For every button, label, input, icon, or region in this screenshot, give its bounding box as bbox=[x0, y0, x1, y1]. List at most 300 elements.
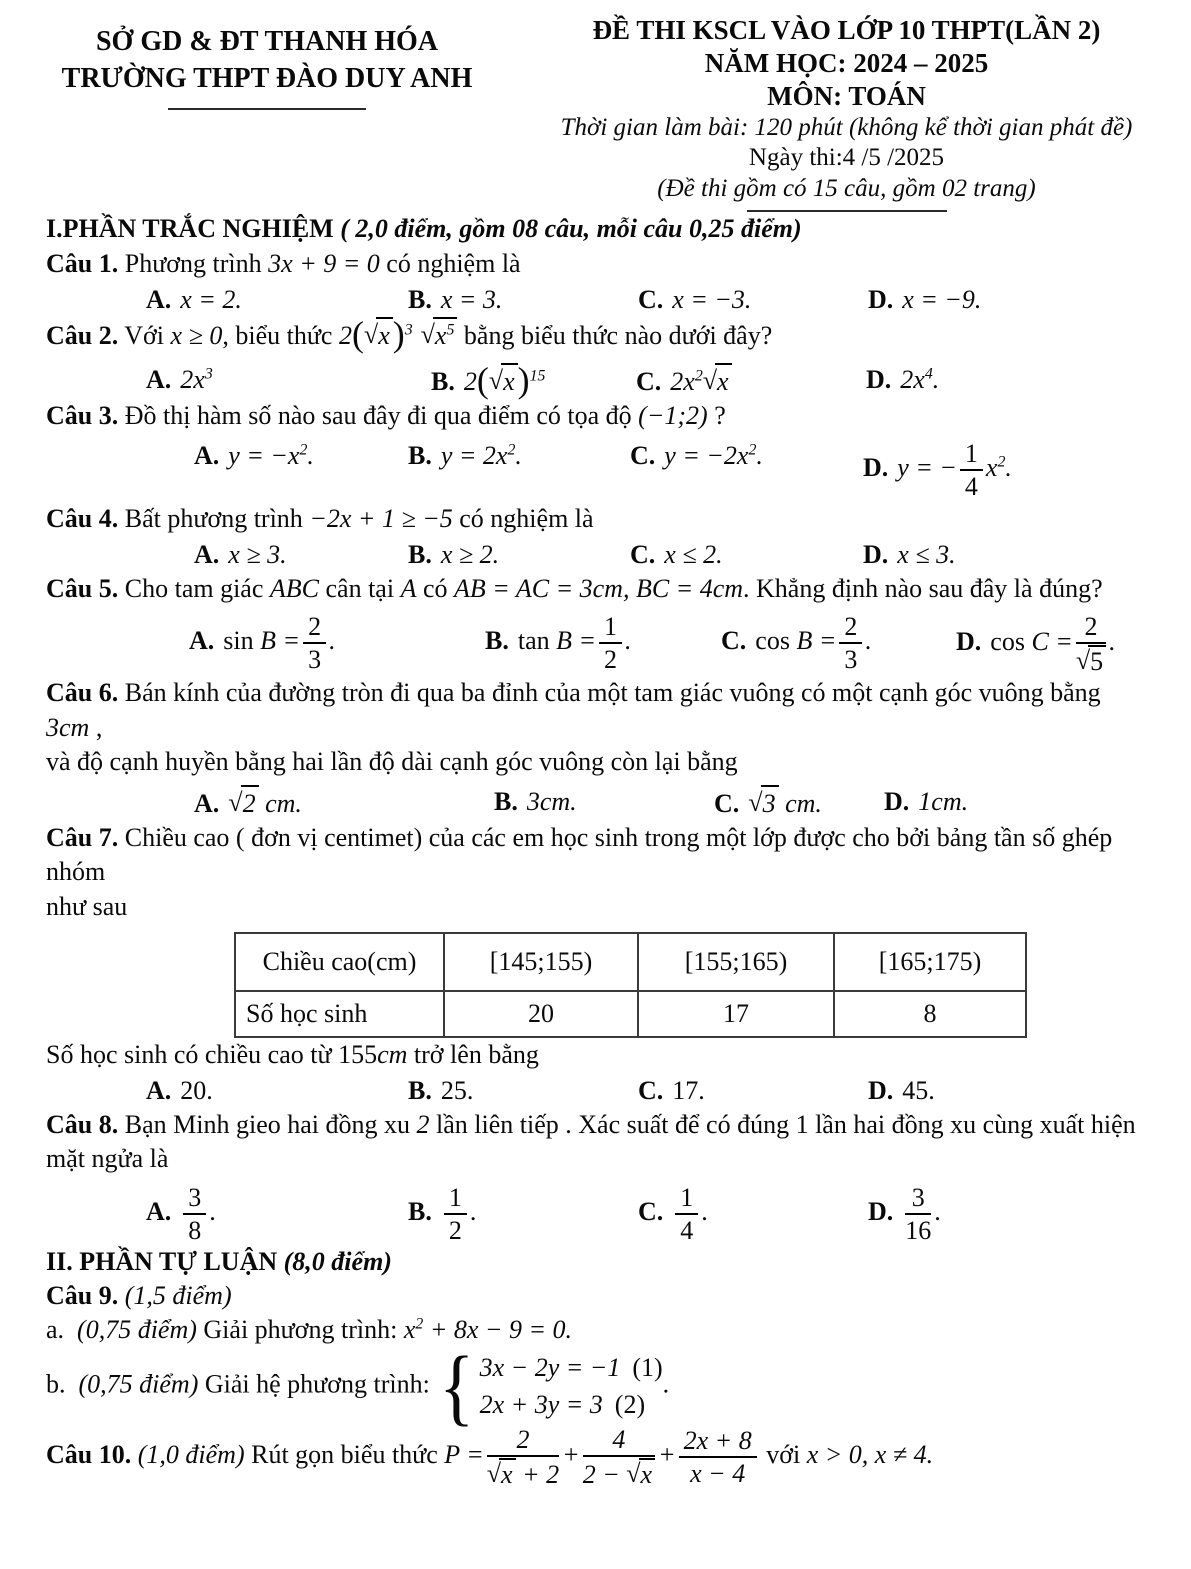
q6-text2: , bbox=[89, 712, 103, 742]
exponent: 2 bbox=[748, 441, 757, 459]
denominator: 4 bbox=[680, 1215, 694, 1245]
eq2-math: 2x + 3y = 3 bbox=[479, 1390, 603, 1420]
sqrt-x5 bbox=[421, 317, 458, 353]
table-value-1: 20 bbox=[444, 991, 638, 1037]
q1-text2: có nghiệm là bbox=[386, 248, 521, 278]
table-header-row bbox=[235, 933, 1026, 991]
q1-a-math: x = 2. bbox=[180, 284, 242, 314]
q7-text3a: Số học sinh có chiều cao từ 155 bbox=[46, 1039, 378, 1069]
option-letter-d: D. bbox=[868, 1076, 894, 1106]
variable: B = bbox=[260, 626, 301, 656]
sqrt-2 bbox=[228, 785, 258, 821]
q8-option-c bbox=[638, 1183, 868, 1245]
denominator: 2 bbox=[604, 645, 618, 675]
q6-a-math bbox=[228, 789, 302, 818]
denominator: 3 bbox=[844, 645, 858, 675]
q2-text2: , biểu thức bbox=[222, 320, 333, 350]
q5-math1: ABC bbox=[269, 573, 319, 603]
option-letter-c: C. bbox=[636, 367, 662, 397]
q5-math2: A bbox=[400, 573, 417, 603]
table-value-3: 8 bbox=[834, 991, 1026, 1037]
q5-label: Câu 5. bbox=[46, 573, 119, 603]
radical-icon: √ bbox=[626, 1459, 641, 1489]
q5-text4: . Khẳng định nào sau đây là đúng? bbox=[743, 573, 1103, 603]
q6-option-c bbox=[714, 785, 884, 821]
q3-math1: (−1;2) bbox=[638, 401, 708, 431]
q5-a-math bbox=[223, 612, 336, 675]
q5-math3: AB = AC = 3cm, BC = 4cm bbox=[454, 573, 744, 603]
period: . bbox=[756, 441, 763, 471]
q6-b-math: 3cm. bbox=[526, 787, 577, 817]
q3-option-a bbox=[194, 439, 408, 501]
option-letter-a: A. bbox=[194, 789, 220, 819]
radicand: 2 bbox=[241, 785, 259, 821]
radicand: x bbox=[501, 363, 518, 399]
denominator bbox=[583, 1457, 655, 1489]
q3-label: Câu 3. bbox=[46, 401, 119, 431]
section1-title-note: ( 2,0 điểm, gồm 08 câu, mỗi câu 0,25 điểm) bbox=[340, 214, 802, 244]
radical-icon: √ bbox=[702, 366, 718, 396]
unit: cm. bbox=[785, 789, 822, 819]
fraction bbox=[905, 1183, 931, 1245]
q9a-points-note: (0,75 điểm) bbox=[77, 1315, 197, 1345]
exponent: 15 bbox=[529, 367, 546, 385]
org-underline bbox=[168, 108, 366, 110]
numerator: 2 bbox=[839, 612, 862, 644]
q4-c-math: x ≤ 2. bbox=[664, 539, 723, 569]
q7-frequency-table bbox=[234, 932, 1027, 1038]
q3-option-d bbox=[863, 439, 1145, 501]
trig-fn: sin bbox=[223, 626, 254, 656]
q2-d-math bbox=[900, 365, 939, 394]
q5-options bbox=[189, 612, 1145, 676]
option-letter-a: A. bbox=[194, 539, 220, 569]
rest: + 8x − 9 = 0. bbox=[423, 1315, 573, 1345]
option-letter-b: B. bbox=[408, 284, 432, 314]
q7-text2: như sau bbox=[46, 891, 128, 921]
lhs: P = bbox=[444, 1440, 484, 1470]
period: . bbox=[329, 626, 336, 656]
exponent: 2 bbox=[507, 441, 516, 459]
section1-title bbox=[46, 212, 1145, 246]
q6-text1: Bán kính của đường tròn đi qua ba đỉnh của một tam giác vuông có một cạnh góc vuông bằng bbox=[124, 678, 1101, 708]
denominator bbox=[487, 1457, 559, 1489]
radical-icon: √ bbox=[228, 788, 243, 818]
fraction bbox=[303, 612, 326, 674]
q6-math1: 3cm bbox=[46, 712, 90, 742]
fraction bbox=[599, 612, 622, 674]
fraction-1 bbox=[487, 1425, 559, 1489]
period: . bbox=[701, 1196, 708, 1226]
q3-text1: Đồ thị hàm số nào sau đây đi qua điểm có tọa độ bbox=[124, 401, 632, 431]
q9a-math bbox=[404, 1315, 572, 1344]
q7-b-value: 25. bbox=[440, 1076, 474, 1106]
exponent: 2 bbox=[299, 441, 308, 459]
q6-option-d bbox=[884, 785, 1145, 821]
q9a-text: Giải phương trình: bbox=[203, 1315, 398, 1345]
q4-statement bbox=[46, 502, 1145, 536]
radical-icon: √ bbox=[420, 319, 435, 349]
exam-date: Ngày thi:4 /5 /2025 bbox=[748, 144, 945, 172]
radicand bbox=[433, 317, 457, 353]
q5-text1: Cho tam giác bbox=[124, 573, 264, 603]
fraction bbox=[1076, 612, 1106, 676]
q2-statement bbox=[46, 313, 1145, 354]
q3-c-math bbox=[664, 441, 763, 470]
q7-subquestion bbox=[46, 1038, 1145, 1072]
option-letter-d: D. bbox=[884, 787, 910, 817]
q7-options bbox=[146, 1074, 1145, 1108]
option-letter-b: B. bbox=[431, 367, 455, 397]
q8-option-b bbox=[408, 1183, 638, 1245]
q7-text3-unit: cm bbox=[377, 1039, 408, 1069]
numerator: 1 bbox=[960, 439, 983, 471]
q8-options bbox=[146, 1183, 1145, 1245]
option-letter-c: C. bbox=[638, 1196, 664, 1226]
q6-label: Câu 6. bbox=[46, 678, 119, 708]
q1-label: Câu 1. bbox=[46, 248, 119, 278]
option-letter-b: B. bbox=[408, 1076, 432, 1106]
q8-label: Câu 8. bbox=[46, 1110, 119, 1140]
radicand: x bbox=[639, 1458, 656, 1489]
org-line2: TRƯỜNG THPT ĐÀO DUY ANH bbox=[61, 62, 473, 94]
q4-b-math: x ≥ 2. bbox=[440, 539, 500, 569]
q7-text3b: trở lên bằng bbox=[413, 1039, 539, 1069]
option-letter-a: A. bbox=[189, 626, 215, 656]
fraction bbox=[675, 1183, 698, 1245]
q8-option-d bbox=[868, 1183, 1145, 1245]
radicand: x bbox=[376, 317, 393, 353]
q10-statement bbox=[46, 1425, 1145, 1489]
q7-option-b bbox=[408, 1074, 638, 1108]
q4-a-math: x ≥ 3. bbox=[228, 539, 287, 569]
rest: + 2 bbox=[515, 1460, 560, 1490]
q2-lparen: ( bbox=[351, 313, 364, 354]
equation-2 bbox=[480, 1386, 663, 1424]
radicand: x bbox=[715, 363, 732, 399]
period: . bbox=[1005, 453, 1012, 483]
denominator: 16 bbox=[905, 1215, 932, 1245]
q6-c-math bbox=[748, 789, 822, 818]
q5-statement bbox=[46, 572, 1145, 606]
period: . bbox=[307, 441, 314, 471]
q2-options bbox=[146, 360, 1145, 401]
base: 2x bbox=[900, 365, 925, 395]
sqrt-x bbox=[489, 363, 518, 399]
variable: B = bbox=[796, 626, 837, 656]
q9a-statement bbox=[46, 1313, 1145, 1347]
table-col3-header: [165;175) bbox=[834, 933, 1026, 991]
exam-header bbox=[46, 14, 1145, 212]
numerator: 1 bbox=[444, 1183, 467, 1215]
trig-fn: tan bbox=[517, 626, 550, 656]
q2-expression bbox=[338, 313, 457, 354]
q2-option-c bbox=[636, 363, 866, 399]
section2-title bbox=[46, 1245, 1145, 1279]
base: y = 2x bbox=[440, 441, 508, 471]
q9b-points-note: (0,75 điểm) bbox=[78, 1369, 199, 1399]
variable: B = bbox=[556, 626, 597, 656]
q4-text2: có nghiệm là bbox=[459, 503, 594, 533]
q10-label: Câu 10. bbox=[46, 1440, 132, 1470]
radical-icon: √ bbox=[363, 319, 379, 349]
option-letter-b: B. bbox=[408, 441, 432, 471]
numerator: 2 bbox=[303, 612, 326, 644]
base: 2x bbox=[670, 367, 695, 397]
numerator: 2 bbox=[487, 1425, 559, 1457]
option-letter-c: C. bbox=[638, 284, 664, 314]
q1-options bbox=[146, 283, 1145, 317]
table-row-label: Số học sinh bbox=[235, 991, 444, 1037]
sqrt-x bbox=[364, 317, 393, 353]
numerator: 1 bbox=[599, 612, 622, 644]
q1-math1: 3x + 9 = 0 bbox=[268, 248, 380, 278]
numerator: 2x + 8 bbox=[679, 1426, 757, 1458]
org-line1: SỞ GD & ĐT THANH HÓA bbox=[95, 26, 438, 57]
q7-c-value: 17. bbox=[672, 1076, 705, 1106]
q1-option-d bbox=[868, 283, 1145, 317]
equation-1 bbox=[480, 1349, 663, 1387]
option-letter-c: C. bbox=[721, 626, 747, 656]
equation-system bbox=[436, 1337, 663, 1434]
q10-math2: x > 0, x ≠ 4. bbox=[806, 1440, 934, 1470]
q5-text2: cân tại bbox=[325, 573, 395, 603]
option-letter-a: A. bbox=[194, 441, 220, 471]
q7-statement bbox=[46, 821, 1145, 924]
lparen: ( bbox=[476, 360, 489, 401]
q8-option-a bbox=[146, 1183, 408, 1245]
q9-heading bbox=[46, 1279, 1145, 1313]
q5-d-math bbox=[990, 612, 1116, 677]
section1-title-main: I.PHẦN TRẮC NGHIỆM bbox=[46, 214, 334, 244]
trig-fn: cos bbox=[990, 627, 1025, 657]
q3-b-math bbox=[441, 441, 522, 470]
q8-text1: Bạn Minh gieo hai đồng xu bbox=[124, 1110, 411, 1140]
pages-note: (Đề thi gồm có 15 câu, gồm 02 trang) bbox=[657, 174, 1036, 202]
q4-option-c bbox=[630, 538, 863, 572]
fraction bbox=[444, 1183, 467, 1245]
q2-a-math bbox=[180, 365, 212, 394]
option-letter-d: D. bbox=[868, 284, 894, 314]
q8-math1: 2 bbox=[416, 1110, 430, 1140]
subject: MÔN: TOÁN bbox=[767, 80, 926, 111]
sqrt-3 bbox=[748, 785, 778, 821]
exam-info-block bbox=[488, 14, 1145, 212]
period: . bbox=[469, 1196, 477, 1226]
q4-d-math: x ≤ 3. bbox=[897, 539, 956, 569]
option-letter-b: B. bbox=[408, 1196, 432, 1226]
numerator: 4 bbox=[583, 1425, 655, 1457]
q6-statement bbox=[46, 676, 1145, 779]
q1-statement bbox=[46, 247, 1145, 281]
option-letter-c: C. bbox=[638, 1076, 664, 1106]
option-letter-b: B. bbox=[485, 626, 509, 656]
q2-exponent1: 3 bbox=[404, 321, 413, 339]
q4-math1: −2x + 1 ≥ −5 bbox=[309, 503, 453, 533]
radicand: x bbox=[499, 1458, 516, 1489]
denominator: 4 bbox=[964, 472, 978, 502]
section2-title-note: (8,0 điểm) bbox=[283, 1246, 392, 1276]
unit: cm. bbox=[265, 789, 302, 819]
q7-text1: Chiều cao ( đơn vị centimet) của các em học sinh trong một lớp được cho bởi bảng tần số ghép nhóm bbox=[46, 822, 1113, 887]
q7-a-value: 20. bbox=[180, 1076, 213, 1106]
numerator: 2 bbox=[1076, 612, 1106, 644]
q2-c-math bbox=[670, 367, 731, 396]
q2-rad2-base: x bbox=[434, 320, 447, 350]
q5-option-c bbox=[721, 612, 956, 676]
q8-text2: lần liên tiếp . Xác suất để có đúng 1 lần hai đồng xu cùng xuất hiện bbox=[436, 1110, 1136, 1140]
q2-label: Câu 2. bbox=[46, 320, 119, 350]
sqrt-5 bbox=[1076, 645, 1106, 676]
exponent: 2 bbox=[415, 1315, 424, 1333]
q7-label: Câu 7. bbox=[46, 822, 119, 852]
section2-title-main: II. PHẦN TỰ LUẬN bbox=[46, 1246, 278, 1276]
radical-icon: √ bbox=[1075, 646, 1091, 676]
q5-b-math bbox=[517, 612, 632, 675]
radical-icon: √ bbox=[488, 366, 504, 396]
period: . bbox=[515, 441, 522, 471]
q3-text2: ? bbox=[714, 401, 726, 431]
q5-option-d bbox=[956, 612, 1145, 676]
eq1-math: 3x − 2y = −1 bbox=[479, 1352, 621, 1382]
q2-rparen: ) bbox=[392, 313, 405, 354]
option-letter-a: A. bbox=[146, 1196, 172, 1226]
period: . bbox=[1109, 627, 1116, 657]
q2-option-a bbox=[146, 363, 431, 399]
q9-label: Câu 9. bbox=[46, 1281, 119, 1311]
q8-statement bbox=[46, 1108, 1145, 1177]
option-letter-d: D. bbox=[956, 627, 982, 657]
coef: 2 bbox=[463, 367, 477, 397]
option-letter-b: B. bbox=[408, 539, 432, 569]
q9-points-note: (1,5 điểm) bbox=[124, 1281, 232, 1311]
table-value-row bbox=[235, 991, 1026, 1037]
q6-d-math: 1cm. bbox=[918, 787, 969, 817]
q10-points-note: (1,0 điểm) bbox=[137, 1440, 245, 1470]
table-value-2: 17 bbox=[638, 991, 834, 1037]
table-col1-header: [145;155) bbox=[444, 933, 638, 991]
q3-d-math bbox=[897, 439, 1012, 502]
radical-icon: √ bbox=[748, 788, 763, 818]
q10-expression bbox=[444, 1425, 759, 1490]
prefix: 2 − bbox=[582, 1460, 627, 1490]
fraction bbox=[960, 439, 983, 501]
q4-option-a bbox=[194, 538, 408, 572]
fraction bbox=[839, 612, 862, 674]
variable: C = bbox=[1031, 627, 1073, 657]
left-brace: { bbox=[439, 1337, 475, 1434]
radical-icon: √ bbox=[486, 1459, 502, 1489]
q6-text3: và độ cạnh huyền bằng hai lần độ dài cạnh góc vuông còn lại bằng bbox=[46, 746, 738, 776]
rparen: ) bbox=[517, 360, 530, 401]
q9b-label: b. bbox=[46, 1369, 66, 1399]
q7-option-c bbox=[638, 1074, 868, 1108]
q9a-label: a. bbox=[46, 1315, 65, 1345]
option-letter-a: A. bbox=[146, 1076, 172, 1106]
q4-label: Câu 4. bbox=[46, 503, 119, 533]
trig-fn: cos bbox=[755, 626, 790, 656]
exponent: 2 bbox=[694, 367, 703, 385]
q10-text1: Rút gọn biểu thức bbox=[251, 1440, 438, 1470]
issuing-org-block bbox=[46, 14, 488, 212]
q6-option-b bbox=[494, 785, 714, 821]
school-year: NĂM HỌC: 2024 – 2025 bbox=[704, 47, 989, 78]
plus-operator: + bbox=[562, 1440, 580, 1470]
period: . bbox=[625, 626, 632, 656]
option-letter-c: C. bbox=[630, 539, 656, 569]
numerator: 3 bbox=[905, 1183, 931, 1215]
fraction bbox=[183, 1183, 206, 1245]
q3-option-b bbox=[408, 439, 630, 501]
plus-operator: + bbox=[658, 1440, 676, 1470]
q5-c-math bbox=[755, 612, 872, 675]
q2-text3: bằng biểu thức nào dưới đây? bbox=[463, 320, 773, 350]
denominator bbox=[1076, 644, 1106, 676]
q2-math1: x ≥ 0 bbox=[170, 320, 223, 350]
option-letter-a: A. bbox=[146, 365, 172, 395]
q9b-statement bbox=[46, 1337, 1145, 1434]
sqrt-x bbox=[626, 1458, 655, 1489]
q6-options bbox=[194, 785, 1145, 821]
q7-d-value: 45. bbox=[902, 1076, 935, 1106]
radicand: 3 bbox=[761, 785, 779, 821]
q6-option-a bbox=[194, 785, 494, 821]
option-letter-d: D. bbox=[863, 539, 889, 569]
sqrt-x bbox=[487, 1458, 516, 1489]
q8-text3: mặt ngửa là bbox=[46, 1144, 169, 1174]
base: 2x bbox=[180, 365, 205, 395]
exponent: 3 bbox=[204, 365, 213, 383]
q5-text3: có bbox=[422, 573, 448, 603]
system-equations bbox=[480, 1349, 663, 1424]
q1-option-b bbox=[408, 283, 638, 317]
numerator: 1 bbox=[675, 1183, 698, 1215]
option-letter-b: B. bbox=[494, 787, 518, 817]
q4-option-d bbox=[863, 538, 1145, 572]
period: . bbox=[209, 1196, 216, 1226]
base: x bbox=[985, 453, 998, 483]
q3-options bbox=[194, 439, 1145, 501]
eq1-tag: (1) bbox=[632, 1352, 663, 1382]
period: . bbox=[934, 1196, 941, 1226]
option-letter-a: A. bbox=[146, 284, 172, 314]
q1-b-math: x = 3. bbox=[440, 284, 503, 314]
sqrt-x bbox=[703, 363, 732, 399]
q2-b-math bbox=[463, 360, 546, 401]
fraction-2 bbox=[583, 1425, 655, 1489]
option-letter-d: D. bbox=[863, 453, 889, 483]
denominator: 3 bbox=[308, 645, 322, 675]
q4-option-b bbox=[408, 538, 630, 572]
q3-a-math bbox=[228, 441, 314, 470]
duration-note: Thời gian làm bài: 120 phút (không kể thời gian phát đề) bbox=[560, 113, 1133, 141]
base: y = −2x bbox=[664, 441, 749, 471]
exponent: 2 bbox=[997, 453, 1006, 471]
q2-coef: 2 bbox=[338, 320, 352, 350]
q7-option-a bbox=[146, 1074, 408, 1108]
q1-c-math: x = −3. bbox=[672, 284, 752, 314]
q3-statement bbox=[46, 399, 1145, 433]
q4-options bbox=[194, 538, 1145, 572]
eq2-tag: (2) bbox=[614, 1390, 646, 1420]
fraction-3 bbox=[679, 1426, 757, 1488]
q2-option-b bbox=[431, 360, 636, 401]
option-letter-c: C. bbox=[714, 789, 740, 819]
q4-text1: Bất phương trình bbox=[124, 503, 303, 533]
q1-d-math: x = −9. bbox=[902, 284, 982, 314]
option-letter-d: D. bbox=[866, 365, 892, 395]
denominator: 2 bbox=[448, 1215, 462, 1245]
